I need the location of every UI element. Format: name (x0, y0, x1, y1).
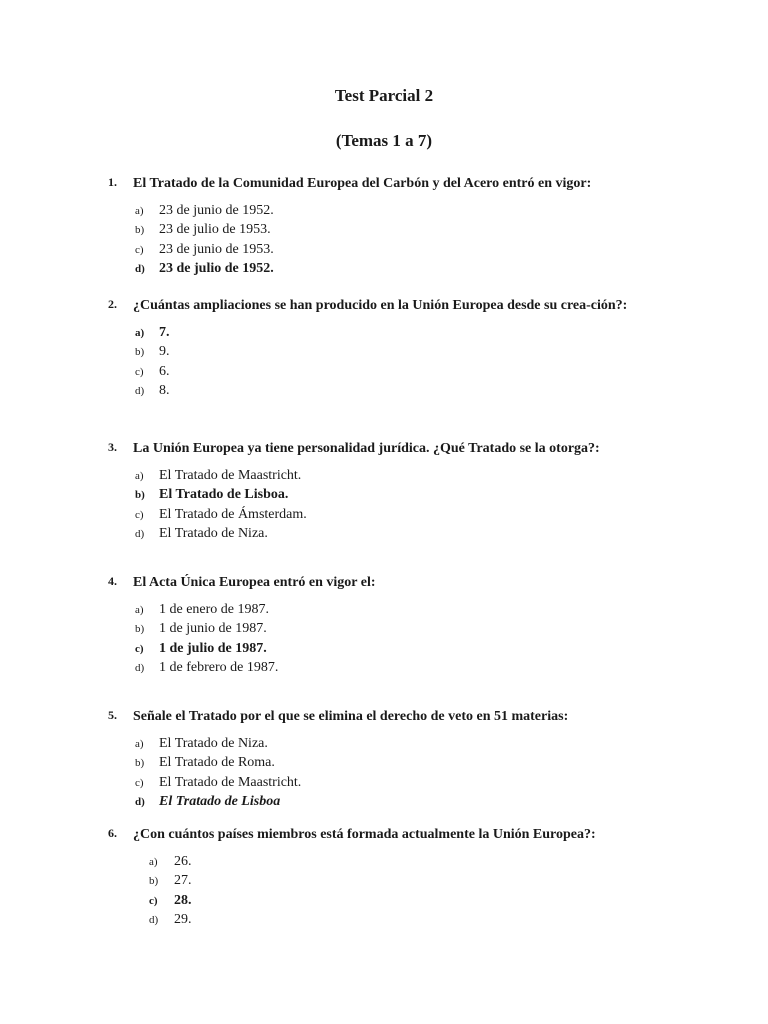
option-letter: c) (135, 243, 144, 256)
question-text: ¿Con cuántos países miembros está formada actualmente la Unión Europea?: (133, 827, 596, 842)
option-letter: a) (135, 327, 145, 339)
question-6 (108, 825, 648, 929)
option-text: 7. (159, 325, 170, 340)
option-letter: a) (135, 205, 144, 217)
option-letter: d) (135, 795, 145, 808)
option-letter: b) (135, 623, 145, 636)
answer-option (135, 524, 648, 543)
answer-option (135, 240, 648, 259)
question-text: La Unión Europea ya tiene personalidad jurídica. ¿Qué Tratado se la otorga?: (133, 441, 600, 456)
answer-option (135, 220, 648, 239)
option-letter: b) (135, 489, 145, 502)
answer-option (135, 466, 648, 485)
question-number: 3. (108, 440, 117, 454)
option-text: 1 de junio de 1987. (159, 621, 267, 637)
answer-option (135, 342, 648, 361)
option-text: 6. (159, 363, 170, 379)
question-text: Señale el Tratado por el que se elimina el derecho de veto en 51 materias: (133, 709, 569, 724)
question-1 (108, 174, 648, 278)
option-letter: b) (135, 224, 145, 237)
option-text: El Tratado de Lisboa (159, 793, 281, 809)
option-letter: c) (135, 508, 144, 521)
answer-option (135, 734, 648, 753)
answer-option (135, 910, 648, 929)
answer-option-correct (135, 485, 648, 504)
option-text: 23 de junio de 1953. (159, 241, 274, 257)
answer-option (135, 871, 648, 890)
question-2 (108, 296, 648, 400)
option-letter: a) (135, 470, 144, 482)
question-text: El Tratado de la Comunidad Europea del Carbón y del Acero entró en vigor: (133, 176, 592, 191)
option-letter: a) (135, 738, 144, 750)
document-title: Test Parcial 2 (334, 86, 434, 105)
option-text: El Tratado de Maastricht. (159, 468, 302, 483)
answer-option (135, 201, 648, 220)
option-letter: c) (135, 642, 144, 655)
answer-options (135, 600, 648, 677)
option-letter: a) (135, 604, 144, 616)
option-letter: b) (135, 757, 145, 770)
option-letter: b) (149, 875, 159, 888)
question-number: 2. (108, 297, 117, 311)
answer-option (135, 619, 648, 638)
answer-option-correct (135, 323, 648, 342)
option-text: 29. (174, 911, 192, 927)
answer-options (135, 852, 648, 929)
answer-option (135, 658, 648, 677)
option-text: 1 de julio de 1987. (159, 640, 267, 656)
option-text: El Tratado de Maastricht. (159, 774, 302, 790)
option-letter: c) (149, 894, 158, 907)
answer-options (135, 466, 648, 543)
answer-option (135, 852, 648, 871)
question-4 (108, 573, 648, 677)
option-text: 23 de julio de 1953. (159, 222, 271, 238)
question-5 (108, 707, 648, 811)
question-number: 5. (108, 708, 117, 722)
answer-option (135, 362, 648, 381)
answer-option (135, 773, 648, 792)
option-text: 9. (159, 344, 170, 360)
option-letter: c) (135, 365, 144, 378)
answer-option (135, 381, 648, 400)
answer-option-correct (135, 639, 648, 658)
question-text: ¿Cuántas ampliaciones se han producido en la Unión Europea desde su crea-ción?: (133, 298, 628, 313)
question-3 (108, 439, 648, 543)
option-letter: d) (135, 384, 145, 397)
option-text: 8. (159, 382, 170, 398)
option-text: 28. (174, 892, 192, 908)
question-number: 6. (108, 826, 117, 840)
question-text: El Acta Única Europea entró en vigor el: (133, 575, 376, 590)
answer-option-correct (135, 259, 648, 278)
answer-option-correct (135, 891, 648, 910)
option-letter: c) (135, 776, 144, 789)
option-text: El Tratado de Ámsterdam. (159, 506, 307, 522)
answer-option (135, 753, 648, 772)
document-subtitle: (Temas 1 a 7) (335, 131, 433, 150)
option-letter: a) (149, 856, 158, 868)
option-text: 23 de junio de 1952. (159, 203, 274, 218)
option-text: El Tratado de Niza. (159, 736, 268, 751)
option-letter: d) (135, 527, 145, 540)
option-text: 1 de enero de 1987. (159, 602, 270, 617)
option-text: 26. (174, 854, 192, 869)
answer-options (135, 734, 648, 811)
option-text: 27. (174, 873, 192, 889)
option-text: El Tratado de Lisboa. (159, 487, 289, 503)
option-letter: b) (135, 346, 145, 359)
option-text: 23 de julio de 1952. (159, 260, 274, 276)
option-text: 1 de febrero de 1987. (159, 659, 279, 675)
answer-option-correct (135, 792, 648, 811)
option-text: El Tratado de Niza. (159, 525, 268, 541)
option-letter: d) (135, 661, 145, 674)
answer-options (135, 323, 648, 400)
answer-options (135, 201, 648, 278)
option-letter: d) (149, 913, 159, 926)
answer-option (135, 600, 648, 619)
answer-option (135, 505, 648, 524)
option-text: El Tratado de Roma. (159, 755, 275, 771)
question-number: 1. (108, 175, 117, 189)
question-number: 4. (108, 574, 117, 588)
option-letter: d) (135, 262, 145, 275)
